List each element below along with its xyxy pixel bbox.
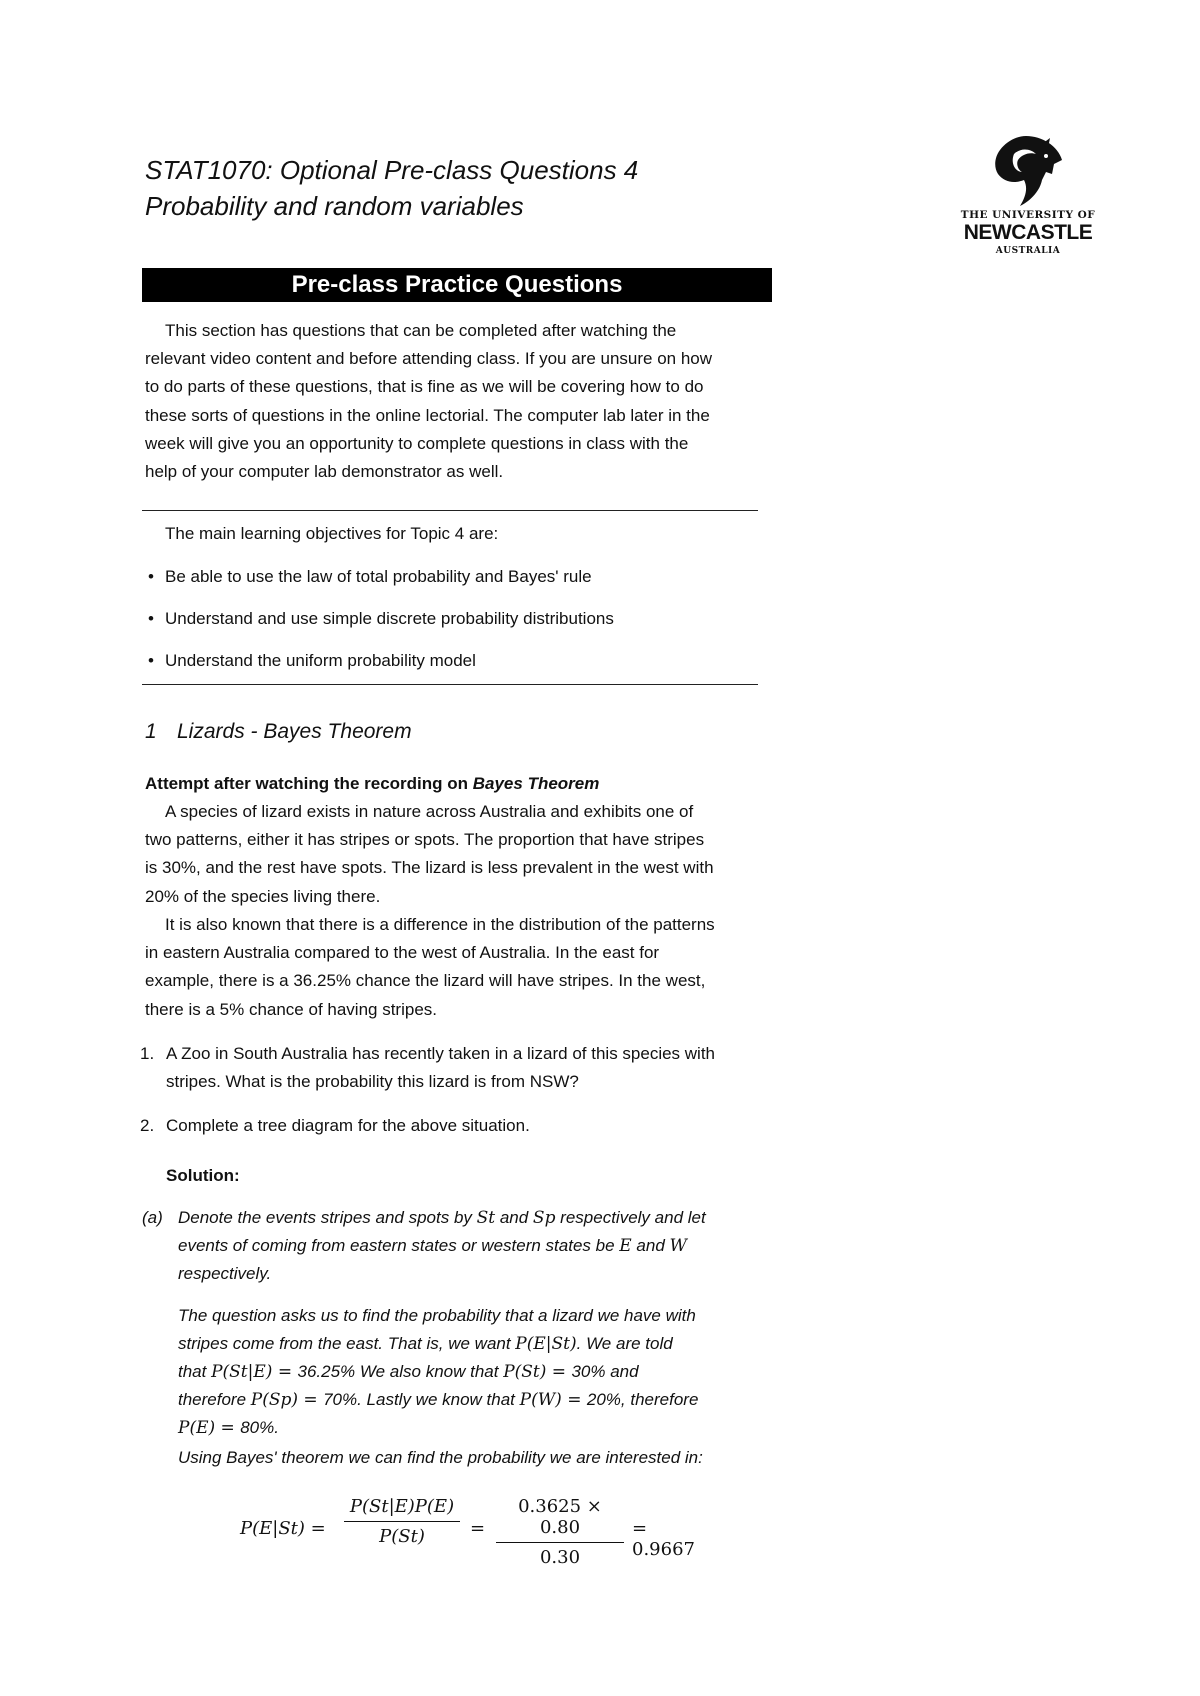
seahorse-horse-head-icon bbox=[992, 134, 1064, 208]
math-E: E bbox=[619, 1236, 632, 1256]
question-text bbox=[166, 1040, 770, 1096]
math-P-Sp: P(Sp) bbox=[250, 1390, 298, 1410]
objectives-intro: The main learning objectives for Topic 4 are: bbox=[165, 524, 499, 543]
text-run: and bbox=[605, 1362, 639, 1381]
text-run: . bbox=[274, 1418, 279, 1437]
logo-text-line-3: AUSTRALIA bbox=[995, 246, 1061, 256]
question-line: Complete a tree diagram for the above situation. bbox=[166, 1116, 530, 1135]
bullet-glyph: • bbox=[148, 567, 154, 586]
bayes-intro-text: Using Bayes' theorem we can find the probability we are interested in: bbox=[178, 1448, 703, 1467]
value: 20% bbox=[586, 1390, 621, 1409]
math-P-E: P(E) bbox=[178, 1418, 216, 1438]
solution-explanation bbox=[142, 1302, 762, 1442]
fraction-numeric bbox=[496, 1496, 624, 1568]
divider-top bbox=[142, 510, 758, 511]
divider-bottom bbox=[142, 684, 758, 685]
formula-result: = 0.9667 bbox=[632, 1518, 695, 1560]
value: 36.25% bbox=[297, 1362, 356, 1381]
section-heading bbox=[145, 720, 412, 744]
attempt-topic: Bayes Theorem bbox=[472, 774, 600, 793]
intro-line: these sorts of questions in the online lectorial. The computer lab later in the bbox=[145, 405, 710, 425]
question-item bbox=[140, 1112, 770, 1140]
formula-equals: = bbox=[470, 1518, 486, 1539]
fraction-numerator: P(St|E)P(E) bbox=[349, 1496, 455, 1517]
text-run: The question asks us to find the probability that a lizard we have with bbox=[178, 1306, 696, 1325]
text-run: , therefore bbox=[620, 1390, 699, 1409]
question-text bbox=[166, 1112, 770, 1140]
solution-part-a bbox=[142, 1204, 762, 1288]
paragraph-line: is 30%, and the rest have spots. The lizard is less prevalent in the west with bbox=[145, 858, 714, 878]
solution-label: Solution: bbox=[166, 1166, 240, 1185]
math-St: St bbox=[476, 1208, 496, 1228]
math-P-St-given-E: P(St|E) bbox=[211, 1362, 273, 1382]
text-run: stripes come from the east. That is, we want bbox=[178, 1334, 516, 1353]
paragraph-line: in eastern Australia compared to the west of Australia. In the east for bbox=[145, 943, 660, 963]
objective-item bbox=[148, 651, 476, 671]
value: 80% bbox=[240, 1418, 275, 1437]
attempt-prefix: Attempt after watching the recording on bbox=[145, 774, 473, 793]
question-line: A Zoo in South Australia has recently taken in a lizard of this species with bbox=[166, 1044, 716, 1063]
formula-lhs: P(E|St) = bbox=[240, 1518, 326, 1539]
text-run: . Lastly we know that bbox=[357, 1390, 520, 1409]
math-Sp: Sp bbox=[532, 1208, 556, 1228]
text-run: respectively. bbox=[178, 1264, 272, 1283]
question-item bbox=[140, 1040, 770, 1096]
intro-line: This section has questions that can be completed after watching the bbox=[165, 321, 677, 340]
text-run: Denote the events stripes and spots by bbox=[178, 1208, 477, 1227]
value: 70% bbox=[323, 1390, 358, 1409]
math-equals: = bbox=[298, 1390, 324, 1410]
title-line-2: Probability and random variables bbox=[145, 191, 524, 221]
solution-explanation-body bbox=[178, 1302, 762, 1442]
value: 30% bbox=[571, 1362, 606, 1381]
math-equals: = bbox=[272, 1362, 298, 1382]
intro-line: week will give you an opportunity to complete questions in class with the bbox=[145, 433, 689, 453]
bullet-glyph: • bbox=[148, 651, 154, 670]
math-equals: = bbox=[546, 1362, 572, 1382]
solution-part-label: (a) bbox=[142, 1208, 163, 1227]
paragraph-line: there is a 5% chance of having stripes. bbox=[145, 999, 437, 1019]
title-line-1: STAT1070: Optional Pre-class Questions 4 bbox=[145, 155, 639, 185]
fraction-bar bbox=[344, 1521, 460, 1522]
text-run: respectively and let bbox=[555, 1208, 706, 1227]
text-run: . We are told bbox=[576, 1334, 673, 1353]
paragraph-line: example, there is a 36.25% chance the lizard will have stripes. In the west, bbox=[145, 971, 706, 991]
intro-paragraph bbox=[145, 317, 765, 486]
math-P-W: P(W) bbox=[519, 1390, 562, 1410]
logo-text-line-2: NEWCASTLE bbox=[963, 221, 1093, 244]
paragraph-line: two patterns, either it has stripes or spots. The proportion that have stripes bbox=[145, 830, 705, 850]
text-run: events of coming from eastern states or western states be bbox=[178, 1236, 620, 1255]
question-number: 1. bbox=[140, 1044, 155, 1063]
text-run: We also know that bbox=[355, 1362, 504, 1381]
attempt-note bbox=[145, 774, 599, 794]
lizard-paragraph-2 bbox=[145, 911, 765, 1024]
text-run: and bbox=[495, 1208, 533, 1227]
section-title: Lizards - Bayes Theorem bbox=[177, 720, 412, 743]
text-run: that bbox=[178, 1362, 212, 1381]
question-line: stripes. What is the probability this lizard is from NSW? bbox=[166, 1072, 579, 1091]
university-logo bbox=[960, 134, 1096, 260]
intro-line: relevant video content and before attending class. If you are unsure on how bbox=[145, 349, 713, 369]
paragraph-line: It is also known that there is a difference in the distribution of the patterns bbox=[165, 915, 715, 934]
bayes-formula bbox=[240, 1496, 700, 1566]
text-run: therefore bbox=[178, 1390, 251, 1409]
lizard-paragraph-1 bbox=[145, 798, 765, 911]
document-title bbox=[145, 152, 638, 224]
math-equals: = bbox=[561, 1390, 587, 1410]
solution-definitions bbox=[178, 1204, 762, 1288]
intro-line: help of your computer lab demonstrator as well. bbox=[145, 462, 504, 482]
logo-text-line-1: THE UNIVERSITY OF bbox=[960, 209, 1096, 221]
paragraph-line: 20% of the species living there. bbox=[145, 886, 381, 906]
paragraph-line: A species of lizard exists in nature across Australia and exhibits one of bbox=[165, 802, 694, 821]
fraction-bar bbox=[496, 1542, 624, 1543]
objective-text: Be able to use the law of total probability and Bayes' rule bbox=[165, 567, 592, 586]
objective-text: Understand the uniform probability model bbox=[165, 651, 476, 670]
objective-item bbox=[148, 567, 592, 587]
text-run: and bbox=[631, 1236, 670, 1255]
objective-item bbox=[148, 609, 614, 629]
objective-text: Understand and use simple discrete probability distributions bbox=[165, 609, 614, 628]
section-banner: Pre-class Practice Questions bbox=[142, 268, 772, 302]
math-P-E-given-St: P(E|St) bbox=[515, 1334, 577, 1354]
math-P-St: P(St) bbox=[503, 1362, 547, 1382]
fraction-numerator: 0.3625 × 0.80 bbox=[518, 1496, 602, 1538]
math-equals: = bbox=[215, 1418, 241, 1438]
bayes-intro bbox=[142, 1444, 762, 1472]
bullet-glyph: • bbox=[148, 609, 154, 628]
fraction-denominator: P(St) bbox=[379, 1526, 425, 1547]
math-W: W bbox=[669, 1236, 687, 1256]
section-number: 1 bbox=[145, 720, 157, 743]
fraction-denominator: 0.30 bbox=[539, 1547, 581, 1568]
intro-line: to do parts of these questions, that is fine as we will be covering how to do bbox=[145, 377, 704, 397]
question-number: 2. bbox=[140, 1116, 155, 1135]
fraction-bayes bbox=[344, 1496, 460, 1547]
